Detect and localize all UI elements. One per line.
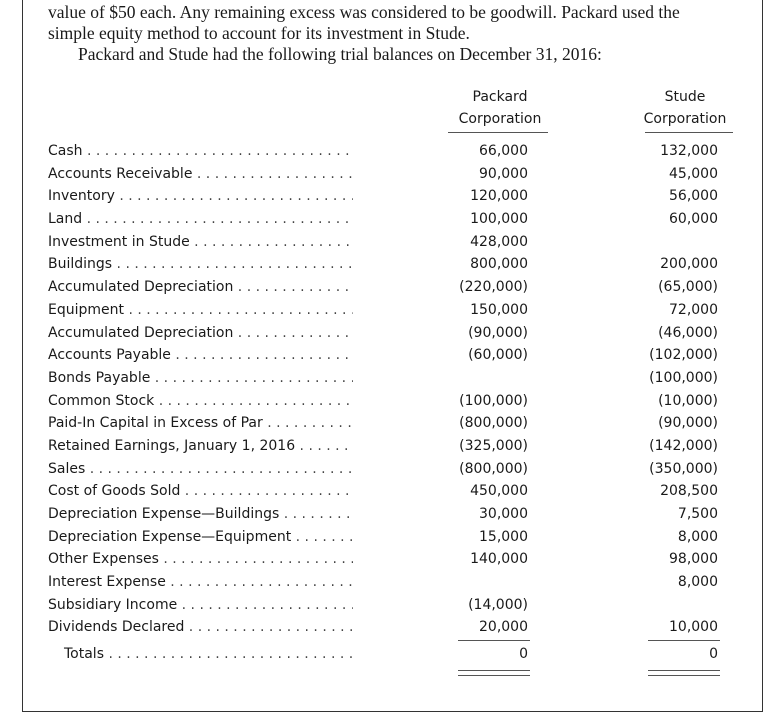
packard-value: 428,000	[470, 233, 528, 250]
table-row	[48, 595, 768, 618]
table-row	[48, 186, 768, 209]
table-row	[48, 209, 768, 232]
row-label: Accumulated Depreciation . . .	[48, 279, 353, 295]
stude-value: 208,500	[660, 483, 718, 500]
row-label: Paid-In Capital in Excess of Par . . .	[48, 415, 353, 431]
row-label: Accumulated Depreciation . . .	[48, 325, 353, 341]
stude-header-line1: Stude	[664, 89, 706, 105]
table-row	[48, 413, 768, 436]
stude-value: 132,000	[660, 143, 718, 159]
intro-line-3: Packard and Stude had the following trial balances on December 31, 2016:	[78, 44, 602, 64]
row-label: Subsidiary Income . . .	[48, 597, 353, 613]
row-label: Depreciation Expense—Buildings . . .	[48, 506, 353, 522]
stude-value: 45,000	[669, 165, 718, 182]
row-label: Investment in Stude . . .	[48, 234, 353, 250]
totals-row	[48, 644, 768, 670]
packard-value: 90,000	[479, 165, 528, 182]
table-row	[48, 323, 768, 346]
stude-value: (90,000)	[658, 415, 718, 432]
row-label: Land . . .	[48, 211, 353, 227]
packard-header-line1: Packard	[472, 89, 528, 105]
packard-value: (14,000)	[468, 596, 528, 613]
stude-value: 8,000	[677, 574, 718, 591]
totals-label: Totals . . .	[48, 646, 353, 662]
table-row	[48, 459, 768, 482]
packard-value: (220,000)	[459, 279, 528, 296]
stude-value: 200,000	[660, 256, 718, 273]
stude-value: (10,000)	[658, 392, 718, 409]
packard-value: (90,000)	[468, 324, 528, 341]
row-label: Equipment . . .	[48, 302, 353, 318]
row-label: Depreciation Expense—Equipment . . .	[48, 529, 353, 545]
stude-value: 7,500	[677, 506, 718, 522]
table-row	[48, 232, 768, 255]
table-row	[48, 481, 768, 504]
table-row	[48, 254, 768, 277]
row-label: Bonds Payable . . .	[48, 370, 353, 386]
row-label: Inventory . . .	[48, 188, 353, 204]
packard-value: 15,000	[479, 528, 528, 545]
row-label: Buildings . . .	[48, 256, 353, 272]
stude-value: (65,000)	[658, 279, 718, 296]
stude-value: 60,000	[669, 211, 718, 228]
packard-header-rule	[448, 132, 548, 133]
table-row	[48, 164, 768, 187]
packard-value: (325,000)	[459, 437, 528, 454]
packard-column-header	[440, 86, 560, 130]
packard-value: 66,000	[479, 143, 528, 159]
row-label: Accounts Receivable . . .	[48, 166, 353, 182]
packard-value: 20,000	[479, 619, 528, 636]
table-row	[48, 527, 768, 550]
packard-value: 150,000	[470, 301, 528, 318]
stude-value: (102,000)	[649, 347, 718, 364]
packard-value: 100,000	[470, 211, 528, 228]
stude-total: 0	[709, 646, 718, 663]
intro-line-2: simple equity method to account for its investment in Stude.	[48, 23, 470, 43]
row-label: Cash . . .	[48, 143, 353, 159]
row-label: Interest Expense . . .	[48, 574, 353, 590]
packard-double-rule	[458, 670, 530, 676]
table-row	[48, 300, 768, 323]
row-label: Other Expenses . . .	[48, 551, 353, 567]
table-row	[48, 617, 768, 640]
stude-header-line2: Corporation	[643, 111, 727, 127]
row-label: Common Stock . . .	[48, 393, 353, 409]
row-label: Sales . . .	[48, 461, 353, 477]
intro-line-1: value of $50 each. Any remaining excess was considered to be goodwill. Packard used the	[48, 2, 680, 22]
stude-value: (350,000)	[649, 460, 718, 477]
row-label: Accounts Payable . . .	[48, 347, 353, 363]
totals-double-rule-row	[48, 670, 768, 676]
packard-value: 120,000	[470, 188, 528, 205]
stude-header-rule	[645, 132, 733, 133]
stude-value: (46,000)	[658, 324, 718, 341]
packard-value: (100,000)	[459, 392, 528, 409]
table-row	[48, 572, 768, 595]
row-label: Retained Earnings, January 1, 2016 . . .	[48, 438, 353, 454]
stude-column-header	[630, 86, 740, 130]
stude-value: 8,000	[677, 528, 718, 545]
trial-balance-table	[48, 141, 768, 676]
table-row	[48, 277, 768, 300]
packard-value: (800,000)	[459, 415, 528, 432]
table-row	[48, 368, 768, 391]
intro-text	[48, 2, 748, 65]
stude-value: (100,000)	[649, 369, 718, 386]
packard-value: 140,000	[470, 551, 528, 568]
table-row	[48, 345, 768, 368]
packard-value: (800,000)	[459, 460, 528, 477]
stude-value: 72,000	[669, 301, 718, 318]
packard-value: (60,000)	[468, 347, 528, 364]
packard-value: 450,000	[470, 483, 528, 500]
stude-subtotal-rule	[648, 640, 720, 641]
packard-header-line2: Corporation	[458, 111, 542, 127]
packard-value: 800,000	[470, 256, 528, 273]
table-row	[48, 391, 768, 414]
packard-subtotal-rule	[458, 640, 530, 641]
table-row	[48, 436, 768, 459]
stude-value: 10,000	[669, 619, 718, 636]
packard-total: 0	[519, 646, 528, 663]
row-label: Cost of Goods Sold . . .	[48, 483, 353, 499]
stude-value: 98,000	[669, 551, 718, 568]
stude-value: 56,000	[669, 188, 718, 205]
table-row	[48, 504, 768, 527]
packard-value: 30,000	[479, 506, 528, 522]
table-row	[48, 141, 768, 164]
stude-double-rule	[648, 670, 720, 676]
stude-value: (142,000)	[649, 437, 718, 454]
row-label: Dividends Declared . . .	[48, 619, 353, 635]
table-row	[48, 549, 768, 572]
